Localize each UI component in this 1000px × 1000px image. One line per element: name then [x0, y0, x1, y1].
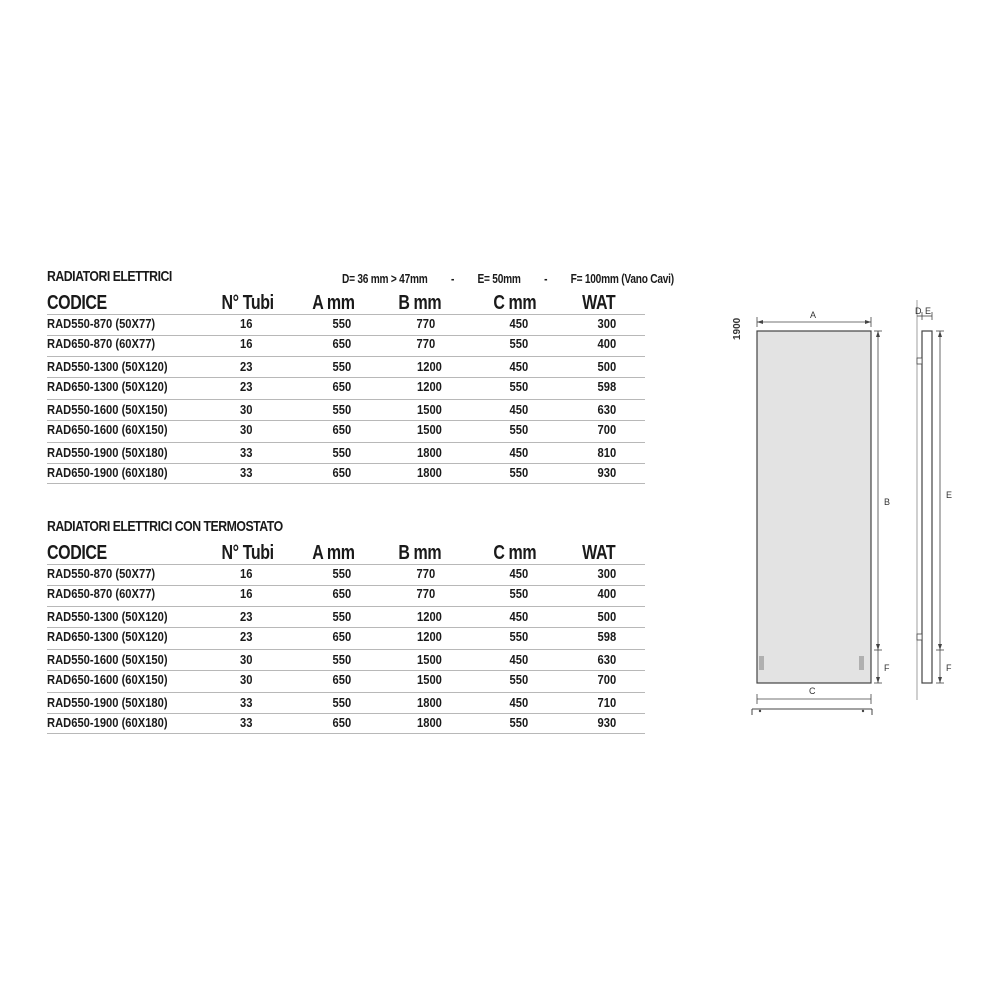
cell-c: 450	[509, 609, 529, 624]
cell-tubi: 30	[240, 402, 253, 417]
cell-tubi: 23	[240, 609, 253, 624]
cell-a: 650	[332, 379, 352, 394]
cell-c: 550	[509, 715, 529, 730]
cell-codice: RAD550-1900 (50X180)	[47, 445, 168, 460]
cell-wat: 500	[597, 359, 617, 374]
cell-codice: RAD650-1600 (60X150)	[47, 422, 168, 437]
side-bracket-bottom	[917, 634, 922, 640]
cell-b: 1500	[417, 652, 442, 667]
cell-c: 450	[509, 316, 529, 331]
diagram-height-label: 1900	[732, 317, 743, 340]
cell-codice: RAD550-1600 (50X150)	[47, 652, 168, 667]
cell-a: 650	[332, 629, 352, 644]
cell-a: 650	[332, 336, 352, 351]
cell-tubi: 16	[240, 316, 253, 331]
cell-c: 450	[509, 695, 529, 710]
cell-codice: RAD650-1900 (60X180)	[47, 715, 168, 730]
cell-c: 550	[509, 465, 529, 480]
cell-c: 450	[509, 566, 529, 581]
radiator-side-panel	[922, 331, 932, 683]
cell-tubi: 30	[240, 422, 253, 437]
cell-codice: RAD550-1600 (50X150)	[47, 402, 168, 417]
cell-a: 550	[332, 652, 352, 667]
diagram-label-d: D	[915, 306, 922, 316]
spec-e: E= 50mm	[477, 271, 521, 286]
diagram-label-side-f: F	[946, 663, 952, 673]
cell-a: 550	[332, 566, 352, 581]
cell-a: 550	[332, 316, 352, 331]
cell-b: 770	[416, 586, 436, 601]
cell-wat: 400	[597, 586, 617, 601]
cell-wat: 300	[597, 566, 617, 581]
cell-codice: RAD550-1300 (50X120)	[47, 359, 168, 374]
cell-a: 550	[332, 359, 352, 374]
cell-b: 1200	[417, 359, 442, 374]
cell-a: 650	[332, 715, 352, 730]
cell-b: 1800	[417, 715, 442, 730]
col-codice: CODICE	[47, 292, 107, 314]
cell-wat: 400	[597, 336, 617, 351]
cell-codice: RAD650-1600 (60X150)	[47, 672, 168, 687]
cell-b: 1500	[417, 672, 442, 687]
spec-d: D= 36 mm > 47mm	[342, 271, 428, 286]
diagram-label-a: A	[810, 310, 817, 320]
cell-tubi: 33	[240, 695, 253, 710]
cell-tubi: 16	[240, 336, 253, 351]
radiator-foot-left	[759, 656, 764, 670]
cell-codice: RAD650-870 (60X77)	[47, 336, 156, 351]
cell-tubi: 30	[240, 672, 253, 687]
cell-wat: 598	[597, 629, 617, 644]
diagram-label-side-e: E	[946, 490, 953, 500]
cell-wat: 500	[597, 609, 617, 624]
cell-codice: RAD550-1300 (50X120)	[47, 609, 168, 624]
cell-c: 550	[509, 379, 529, 394]
side-bracket-top	[917, 358, 922, 364]
cell-wat: 598	[597, 379, 617, 394]
cell-a: 550	[332, 445, 352, 460]
cell-codice: RAD650-870 (60X77)	[47, 586, 156, 601]
cell-wat: 300	[597, 316, 617, 331]
diagram-label-b: B	[884, 497, 891, 507]
cell-c: 550	[509, 336, 529, 351]
spec-separator: -	[450, 271, 455, 286]
cell-codice: RAD650-1900 (60X180)	[47, 465, 168, 480]
cell-codice: RAD650-1300 (50X120)	[47, 379, 168, 394]
col-c: C mm	[493, 292, 537, 314]
cell-c: 450	[509, 652, 529, 667]
cell-b: 1200	[417, 609, 442, 624]
spec-f: F= 100mm (Vano Cavi)	[570, 271, 674, 286]
spec-separator: -	[544, 271, 548, 286]
cell-a: 550	[332, 609, 352, 624]
cell-b: 770	[416, 316, 436, 331]
cell-b: 1800	[417, 445, 442, 460]
cell-tubi: 33	[240, 465, 253, 480]
cell-c: 550	[509, 586, 529, 601]
cell-b: 1200	[417, 379, 442, 394]
cell-b: 770	[416, 336, 436, 351]
cell-wat: 930	[597, 465, 617, 480]
radiator-foot-right	[859, 656, 864, 670]
col-tubi: N° Tubi	[221, 292, 274, 314]
cell-tubi: 33	[240, 445, 253, 460]
col-a: A mm	[312, 292, 355, 314]
cell-codice: RAD550-870 (50X77)	[47, 316, 156, 331]
cell-tubi: 30	[240, 652, 253, 667]
diagram-label-f: F	[884, 663, 890, 673]
cell-wat: 810	[597, 445, 617, 460]
radiator-front-panel	[757, 331, 871, 683]
cell-a: 650	[332, 465, 352, 480]
cell-tubi: 16	[240, 566, 253, 581]
cell-b: 1800	[417, 695, 442, 710]
diagram-label-e: E	[925, 306, 932, 316]
cell-a: 550	[332, 402, 352, 417]
diagram-label-c: C	[809, 686, 816, 696]
cell-b: 1800	[417, 465, 442, 480]
col-tubi: N° Tubi	[221, 542, 274, 564]
section-title-1: RADIATORI ELETTRICI	[47, 268, 172, 285]
cell-wat: 710	[597, 695, 617, 710]
cell-wat: 630	[597, 402, 617, 417]
cell-a: 650	[332, 586, 352, 601]
cell-tubi: 23	[240, 629, 253, 644]
col-wat: WAT	[582, 542, 616, 564]
cell-a: 550	[332, 695, 352, 710]
col-b: B mm	[398, 542, 442, 564]
col-a: A mm	[312, 542, 355, 564]
cell-tubi: 33	[240, 715, 253, 730]
cell-a: 650	[332, 672, 352, 687]
col-c: C mm	[493, 542, 537, 564]
cell-c: 450	[509, 402, 529, 417]
cell-codice: RAD650-1300 (50X120)	[47, 629, 168, 644]
section-title-2: RADIATORI ELETTRICI CON TERMOSTATO	[47, 518, 283, 535]
cell-c: 550	[509, 672, 529, 687]
cell-wat: 930	[597, 715, 617, 730]
cell-c: 450	[509, 359, 529, 374]
col-b: B mm	[398, 292, 442, 314]
col-wat: WAT	[582, 292, 616, 314]
cell-b: 1200	[417, 629, 442, 644]
cell-codice: RAD550-1900 (50X180)	[47, 695, 168, 710]
cell-codice: RAD550-870 (50X77)	[47, 566, 156, 581]
cell-tubi: 23	[240, 359, 253, 374]
cell-c: 550	[509, 422, 529, 437]
cell-a: 650	[332, 422, 352, 437]
cell-b: 1500	[417, 402, 442, 417]
cell-tubi: 16	[240, 586, 253, 601]
cell-tubi: 23	[240, 379, 253, 394]
cell-c: 450	[509, 445, 529, 460]
cell-b: 1500	[417, 422, 442, 437]
cell-wat: 700	[597, 672, 617, 687]
cell-c: 550	[509, 629, 529, 644]
cell-wat: 700	[597, 422, 617, 437]
cell-wat: 630	[597, 652, 617, 667]
cell-b: 770	[416, 566, 436, 581]
col-codice: CODICE	[47, 542, 107, 564]
